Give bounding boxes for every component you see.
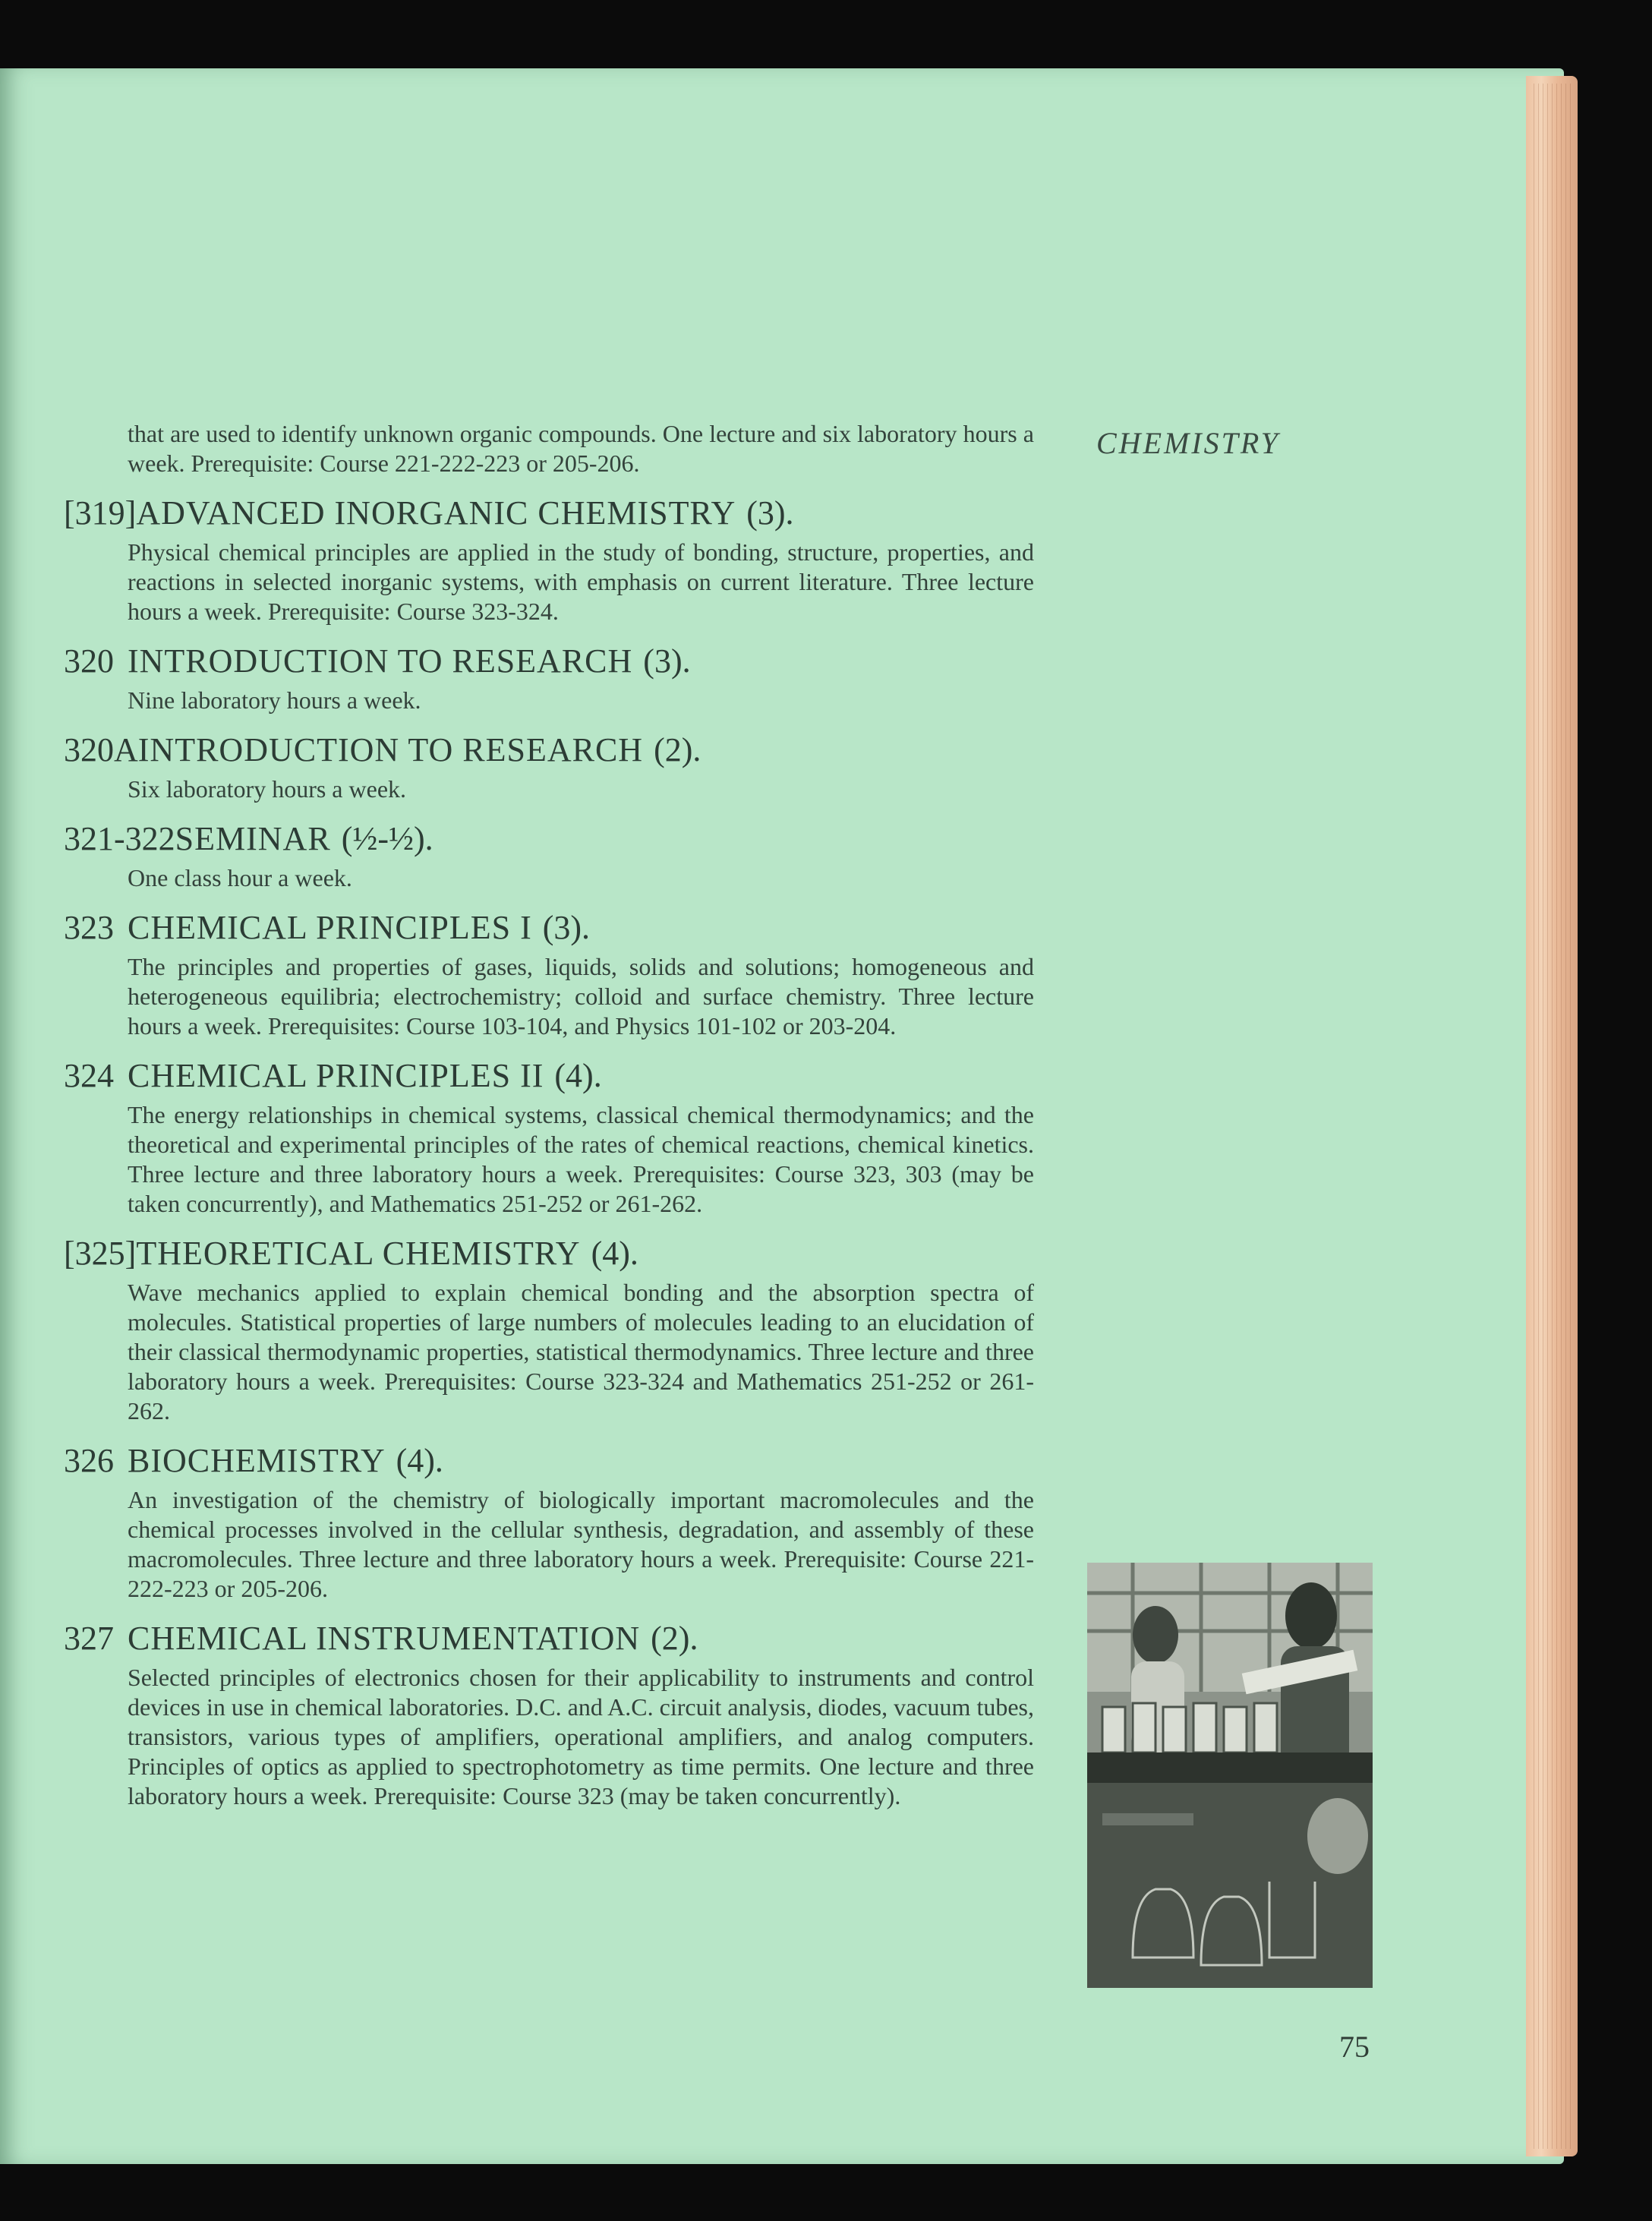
course-entry [64, 1619, 1034, 1811]
course-title: CHEMICAL PRINCIPLES I [128, 909, 532, 946]
course-description: One class hour a week. [128, 864, 352, 891]
course-credits: (4). [554, 1057, 602, 1094]
course-heading [64, 730, 1034, 770]
course-description: The principles and properties of gases, liquids, solids and solutions; homogeneous and heterogeneous equilibria; electrochemistry; colloid and surface chemistry. Three lecture hours a week. Prerequisites: Course 103-104, and Physics 101-102 or 203-204. [128, 953, 1034, 1040]
course-credits: (½-½). [341, 820, 433, 857]
course-description: Selected principles of electronics chosen for their applicability to instruments and control devices in use in chemical laboratories. D.C. and A.C. circuit analysis, diodes, vacuum tubes, transistors, various types of amplifiers, operational amplifiers, and analog computers. Principles of optics as applied to spectrophotometry as time permits. One lecture and three laboratory hours a week. Prerequisite: Course 323 (may be taken concurrently). [128, 1664, 1034, 1809]
course-credits: (2). [651, 1620, 698, 1657]
course-description: An investigation of the chemistry of biologically important macromolecules and the chemical processes involved in the cellular synthesis, degradation, and assembly of these macromolecules. Three lecture and three laboratory hours a week. Prerequisite: Course 221-222-223 or 205-206. [128, 1486, 1034, 1602]
intro-paragraph: that are used to identify unknown organic compounds. One lecture and six laboratory hours a week. Prerequisite: Course 221-222-223 or 205-206. [128, 420, 1034, 477]
course-listing [64, 419, 1034, 1811]
course-number: 323 [64, 909, 114, 946]
course-entry [64, 494, 1034, 626]
course-credits: (3). [746, 494, 794, 532]
course-title: CHEMICAL INSTRUMENTATION [128, 1620, 641, 1657]
course-credits: (2). [654, 731, 701, 768]
course-number: 321-322 [64, 820, 175, 857]
course-number: 320 [64, 642, 114, 680]
course-heading [64, 494, 1034, 533]
course-heading [64, 1056, 1034, 1096]
course-heading [64, 1234, 1034, 1273]
course-entry [64, 730, 1034, 804]
course-title: ADVANCED INORGANIC CHEMISTRY [136, 494, 736, 532]
course-title: BIOCHEMISTRY [128, 1442, 386, 1479]
course-title: CHEMICAL PRINCIPLES II [128, 1057, 544, 1094]
lab-photograph-illustration [1087, 1563, 1373, 1988]
course-heading [64, 1619, 1034, 1658]
course-number: [319] [64, 494, 137, 532]
course-heading [64, 908, 1034, 948]
course-number: [325] [64, 1235, 137, 1272]
page-stack-lines [1534, 84, 1573, 2149]
course-entry [64, 642, 1034, 715]
page-number: 75 [1339, 2030, 1370, 2064]
course-title: INTRODUCTION TO RESEARCH [128, 642, 633, 680]
course-heading [64, 642, 1034, 681]
course-credits: (3). [643, 642, 691, 680]
course-title: THEORETICAL CHEMISTRY [136, 1235, 581, 1272]
course-description: The energy relationships in chemical systems, classical chemical thermodynamics; and the theoretical and experimental principles of the rates of chemical reactions, chemical kinetics. Three lecture and three laboratory hours a week. Prerequisites: Course 323, 303 (may be taken concurrently), and Mathematics 251-252 or 261-262. [128, 1101, 1034, 1217]
course-credits: (4). [591, 1235, 638, 1272]
course-description: Physical chemical principles are applied in the study of bonding, structure, properties, and reactions in selected inorganic systems, with emphasis on current literature. Three lecture hours a week. Prerequisite: Course 323-324. [128, 538, 1034, 625]
lab-photograph [1087, 1563, 1373, 1988]
course-number: 324 [64, 1057, 114, 1094]
course-heading [64, 1441, 1034, 1481]
course-description: Nine laboratory hours a week. [128, 686, 421, 714]
course-title: SEMINAR [175, 820, 331, 857]
course-number: 326 [64, 1442, 114, 1479]
course-entry [64, 1441, 1034, 1604]
course-description: Six laboratory hours a week. [128, 775, 407, 803]
course-heading [64, 819, 1034, 859]
course-entry [64, 908, 1034, 1041]
running-head: CHEMISTRY [1096, 426, 1280, 460]
course-number: 327 [64, 1620, 114, 1657]
course-credits: (4). [396, 1442, 443, 1479]
course-number: 320A [64, 731, 138, 768]
course-entry [64, 819, 1034, 893]
course-entry [64, 1056, 1034, 1219]
course-title: INTRODUCTION TO RESEARCH [137, 731, 644, 768]
course-credits: (3). [542, 909, 591, 946]
course-description: Wave mechanics applied to explain chemical bonding and the absorption spectra of molecules. Statistical properties of large numbers of molecules leading to an elucidation of their classical thermodynamic properties, statistical thermodynamics. Three lecture and three laboratory hours a week. Prerequisites: Course 323-324 and Mathematics 251-252 or 261-262. [128, 1279, 1034, 1424]
course-entry [64, 1234, 1034, 1426]
